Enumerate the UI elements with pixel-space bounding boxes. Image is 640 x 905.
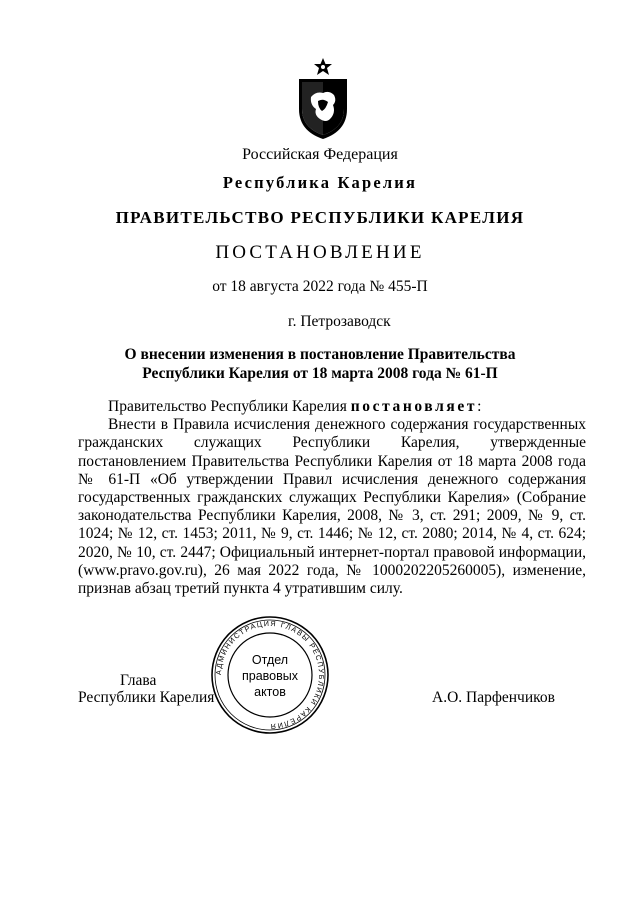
decree-paragraph: Внести в Правила исчисления денежного содержания государственных гражданских служащих Республики Карелия, утвержденные постановлением Правительства Республики Карелия от 18 марта 2008 года № 61-П «Об утверждении Правил исчисления денежного содержания государственных гражданских служащих Республики Карелия» (Собрание законодательства Республики Карелия, 2008, № 3, ст. 291; 2009, № 9, ст. 1024; № 12, ст. 1453; 2011, № 9, ст. 1446; № 12, ст. 2080; 2014, № 4, ст. 624; 2020, № 10, ст. 2447; Официальный интернет-портал правовой информации, (www.pravo.gov.ru), 26 мая 2022 года, № 1000202205260005), изменение, признав абзац третий пункта 4 утратившим силу. — [78, 416, 586, 598]
decree-subject — [0, 345, 640, 383]
republic-name: Республика Карелия — [222, 173, 418, 192]
official-stamp — [209, 614, 331, 736]
subject-line: О внесении изменения в постановление Правительства — [124, 346, 516, 363]
stamp-line: актов — [254, 685, 286, 699]
decree-body — [78, 398, 586, 598]
document-type: ПОСТАНОВЛЕНИЕ — [215, 242, 425, 263]
stamp-line: Отдел — [251, 653, 289, 667]
preamble-tail: : — [477, 398, 482, 415]
preamble-lead: Правительство Республики Карелия — [108, 398, 351, 415]
city-name: г. Петрозаводск — [288, 313, 391, 330]
subject-line: Республики Карелия от 18 марта 2008 года № 61-П — [142, 365, 498, 382]
preamble-verb: постановляет — [350, 398, 478, 415]
country-name: Российская Федерация — [242, 146, 398, 163]
government-title: ПРАВИТЕЛЬСТВО РЕСПУБЛИКИ КАРЕЛИЯ — [115, 208, 525, 227]
preamble — [78, 398, 586, 416]
stamp-line: правовых — [242, 669, 298, 683]
signatory-title: Глава — [120, 672, 157, 689]
karelia-coat-of-arms-icon — [296, 57, 350, 141]
decree-dateline: от 18 августа 2022 года № 455-П — [212, 278, 428, 295]
signatory-name: А.О. Парфенчиков — [432, 689, 555, 706]
stamp-ring-text: АДМИНИСТРАЦИЯ ГЛАВЫ РЕСПУБЛИКИ КАРЕЛИЯ — [213, 618, 327, 732]
signatory-region: Республики Карелия — [78, 689, 215, 706]
